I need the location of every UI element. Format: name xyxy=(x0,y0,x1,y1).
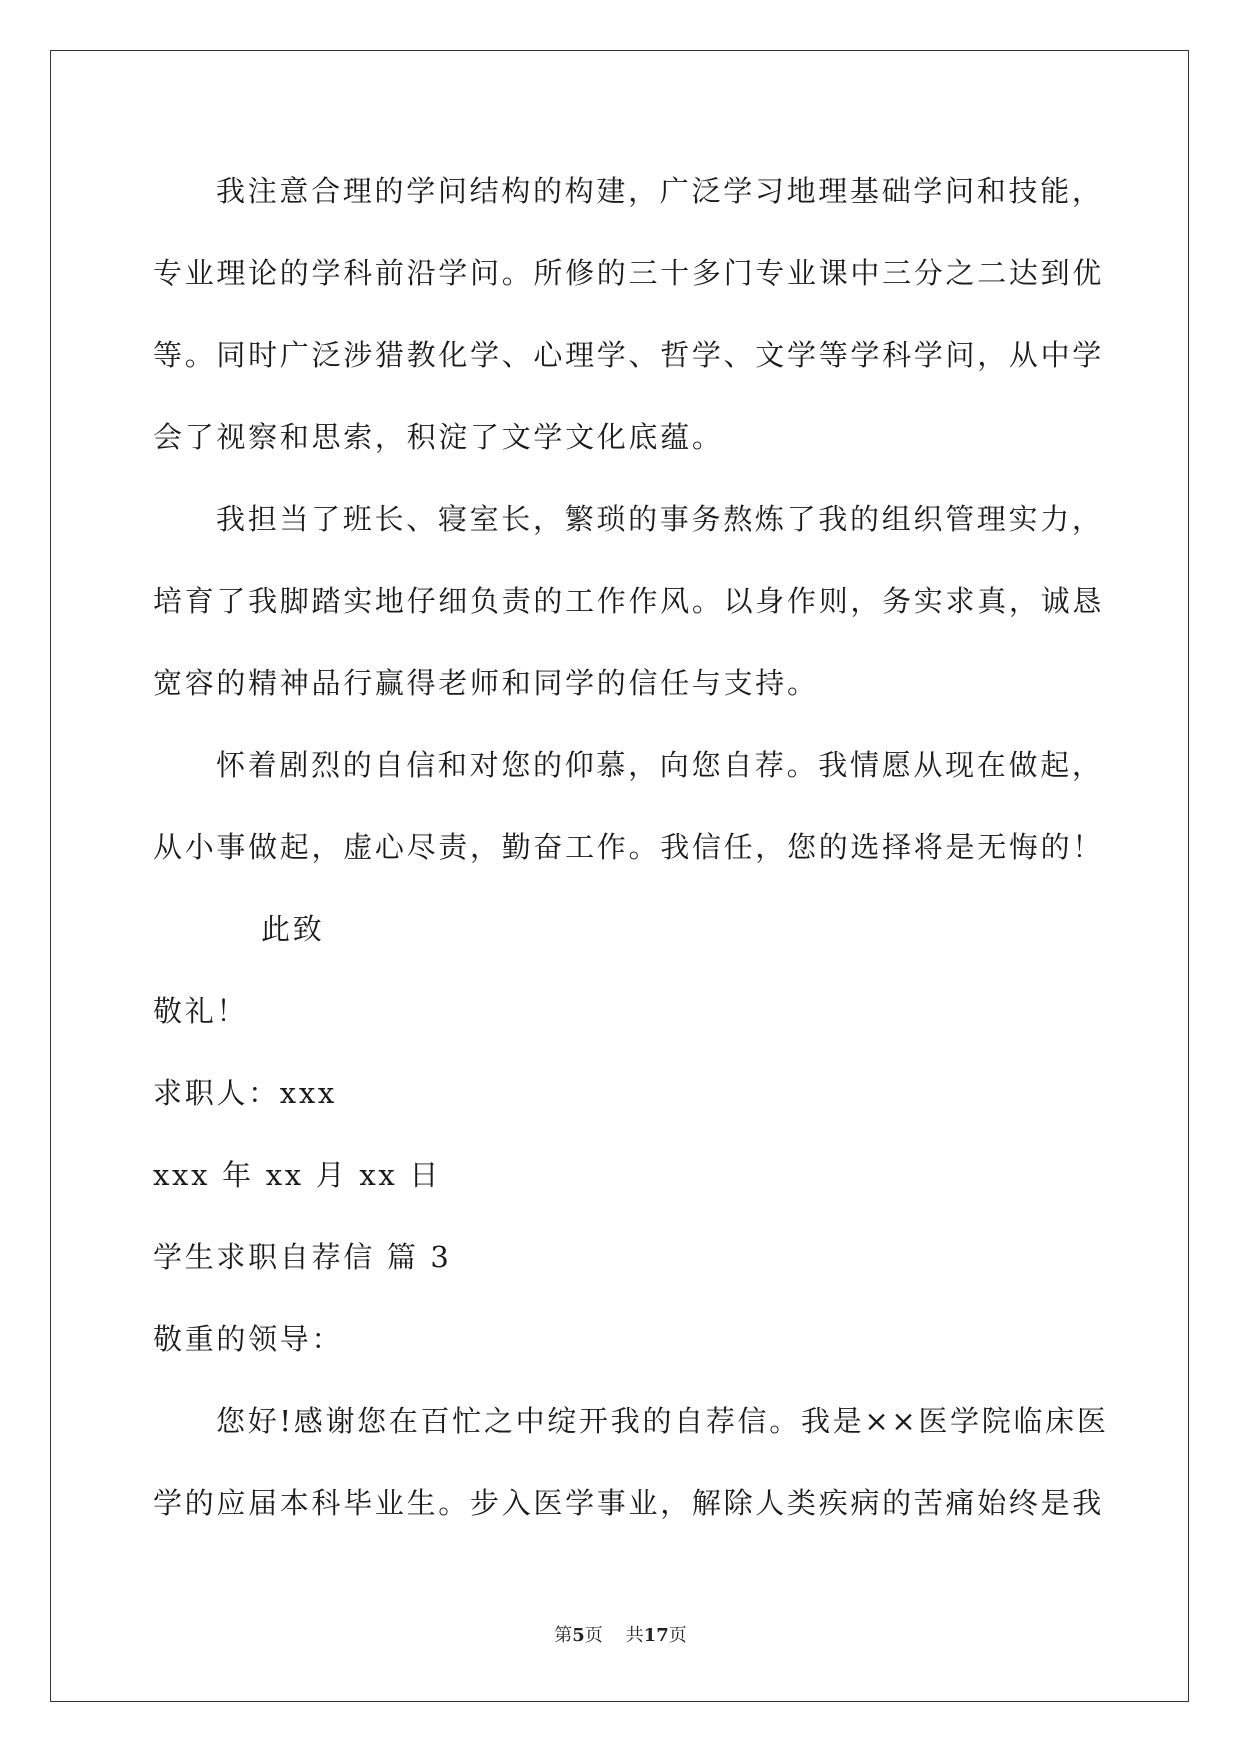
closing-salutation: 此致 xyxy=(261,912,325,946)
text-line: 从小事做起，虚心尽责，勤奋工作。我信任，您的选择将是无悔的！ xyxy=(153,830,1105,864)
text-line: 等。同时广泛涉猎教化学、心理学、哲学、文学等学科学问，从中学 xyxy=(153,338,1105,372)
text-line: 我注意合理的学问结构的构建，广泛学习地理基础学问和技能， xyxy=(216,174,1104,208)
footer-total-prefix: 共 xyxy=(625,1625,644,1646)
closing-regards: 敬礼！ xyxy=(153,994,249,1028)
letter-date: xxx 年 xx 月 xx 日 xyxy=(153,1158,442,1192)
document-body xyxy=(153,162,1109,1556)
applicant-signature: 求职人：xxx xyxy=(153,1076,337,1110)
section-heading: 学生求职自荐信 篇 3 xyxy=(153,1240,452,1274)
footer-page-suffix: 页 xyxy=(584,1625,603,1646)
text-line: 会了视察和思索，积淀了文学文化底蕴。 xyxy=(153,420,724,454)
text-line: 学的应届本科毕业生。步入医学事业，解除人类疾病的苦痛始终是我 xyxy=(153,1486,1105,1520)
current-page-number: 5 xyxy=(572,1625,585,1646)
text-line: 培育了我脚踏实地仔细负责的工作作风。以身作则，务实求真，诚恳 xyxy=(153,584,1105,618)
total-page-number: 17 xyxy=(643,1625,669,1646)
text-line: 怀着剧烈的自信和对您的仰慕，向您自荐。我情愿从现在做起， xyxy=(216,748,1104,782)
greeting: 敬重的领导： xyxy=(153,1322,344,1356)
footer-total-suffix: 页 xyxy=(668,1625,687,1646)
text-line: 宽容的精神品行赢得老师和同学的信任与支持。 xyxy=(153,666,819,700)
text-line: 专业理论的学科前沿学问。所修的三十多门专业课中三分之二达到优 xyxy=(153,256,1105,290)
text-line: 我担当了班长、寝室长，繁琐的事务熬炼了我的组织管理实力， xyxy=(216,502,1104,536)
page-footer xyxy=(0,1621,1241,1647)
text-line: 您好!感谢您在百忙之中绽开我的自荐信。我是××医学院临床医 xyxy=(216,1404,1109,1438)
footer-prefix: 第 xyxy=(554,1625,573,1646)
